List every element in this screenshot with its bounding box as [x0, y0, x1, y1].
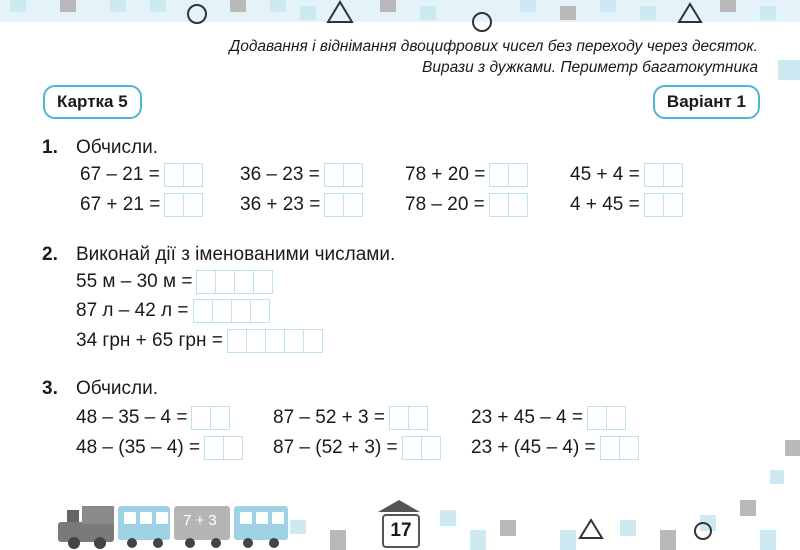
task3-expression: 48 – (35 – 4) =	[76, 436, 242, 460]
bottom-pattern	[290, 500, 776, 550]
answer-boxes[interactable]	[227, 329, 322, 353]
task1-expression: 67 + 21 =	[80, 193, 202, 217]
train-icon	[58, 506, 288, 549]
answer-boxes[interactable]	[204, 436, 242, 460]
task1-expression: 45 + 4 =	[570, 163, 682, 187]
task2-expression: 87 л – 42 л =	[76, 299, 269, 323]
page-number: 17	[382, 514, 420, 548]
answer-boxes[interactable]	[644, 193, 682, 217]
triangle-icon	[580, 520, 602, 538]
task1-expression: 36 + 23 =	[240, 193, 362, 217]
answer-boxes[interactable]	[193, 299, 269, 323]
task1-expression: 36 – 23 =	[240, 163, 362, 187]
answer-boxes[interactable]	[489, 163, 527, 187]
answer-boxes[interactable]	[389, 406, 427, 430]
task1-title: Обчисли.	[76, 137, 159, 158]
task3-expression: 87 – (52 + 3) =	[273, 436, 440, 460]
answer-boxes[interactable]	[587, 406, 625, 430]
answer-boxes[interactable]	[164, 163, 202, 187]
answer-boxes[interactable]	[191, 406, 229, 430]
task3-expression: 23 + 45 – 4 =	[471, 406, 625, 430]
task3-number: 3.	[42, 378, 58, 399]
task3-expression: 87 – 52 + 3 =	[273, 406, 427, 430]
topic-line-1: Додавання і віднімання двоцифрових чисел без переходу через десяток.	[229, 38, 758, 55]
variant-label: Варіант 1	[653, 85, 760, 119]
train-expression: 7 + 3	[183, 512, 217, 529]
task1-expression: 78 + 20 =	[405, 163, 527, 187]
card-label: Картка 5	[43, 85, 142, 119]
answer-boxes[interactable]	[402, 436, 440, 460]
task3-expression: 48 – 35 – 4 =	[76, 406, 229, 430]
task1-number: 1.	[42, 137, 58, 158]
task3-expression: 23 + (45 – 4) =	[471, 436, 638, 460]
task2-expression: 34 грн + 65 грн =	[76, 329, 322, 353]
topic-line-2: Вирази з дужками. Периметр багатокутника	[422, 59, 758, 76]
task1-expression: 4 + 45 =	[570, 193, 682, 217]
task1-expression: 67 – 21 =	[80, 163, 202, 187]
answer-boxes[interactable]	[324, 193, 362, 217]
answer-boxes[interactable]	[164, 193, 202, 217]
answer-boxes[interactable]	[324, 163, 362, 187]
topic-subtitle	[229, 36, 758, 78]
answer-boxes[interactable]	[489, 193, 527, 217]
task2-number: 2.	[42, 244, 58, 265]
task3-title: Обчисли.	[76, 378, 159, 399]
task2-title: Виконай дії з іменованими числами.	[76, 244, 396, 265]
task1-expression: 78 – 20 =	[405, 193, 527, 217]
answer-boxes[interactable]	[196, 270, 272, 294]
answer-boxes[interactable]	[644, 163, 682, 187]
task2-expression: 55 м – 30 м =	[76, 270, 272, 294]
answer-boxes[interactable]	[600, 436, 638, 460]
